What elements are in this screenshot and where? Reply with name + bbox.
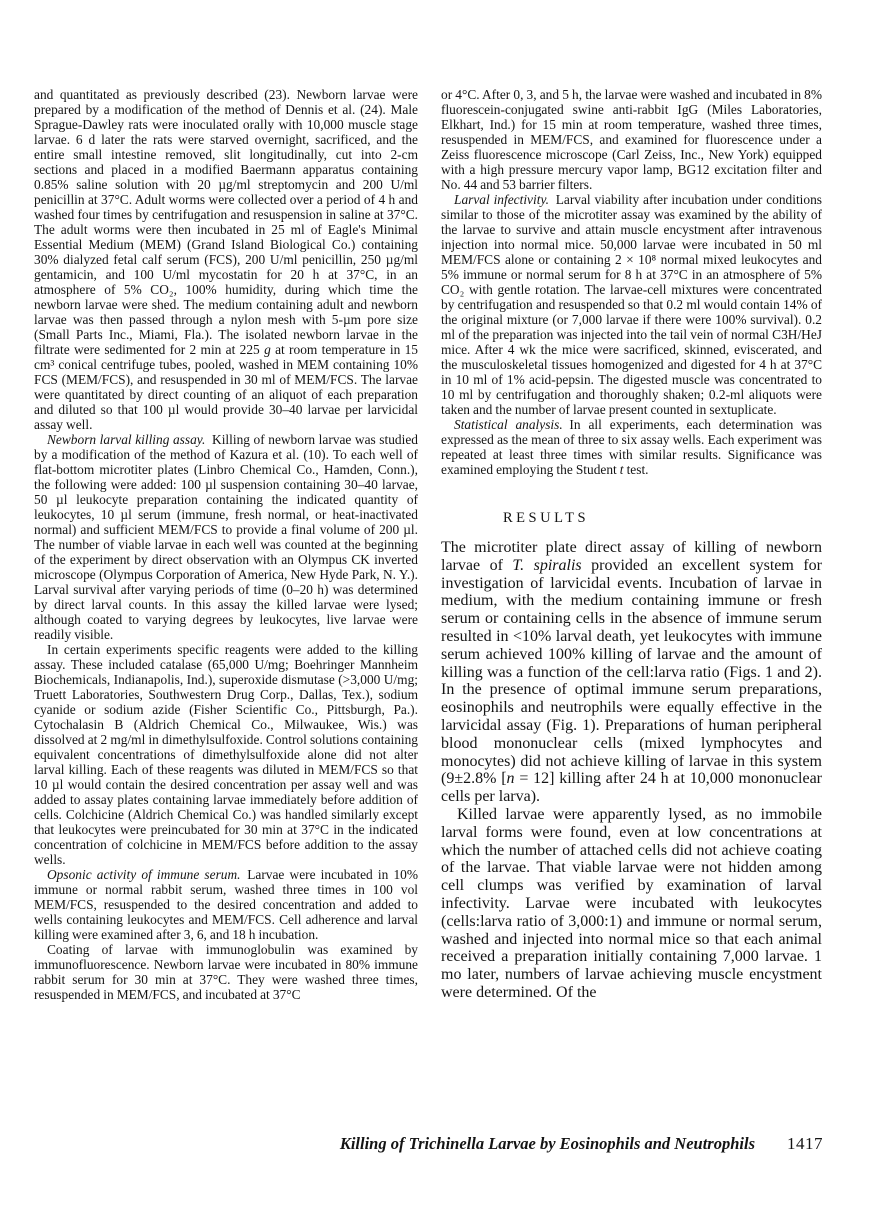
paragraph: Larval infectivity. Larval viability after incubation under conditions similar to those of the microtiter assay was examined by the ability of the larvae to survive and attain muscle encystment after intravenous injection into normal mice. 50,000 larvae were incubated in 50 ml MEM/FCS alone or containing 2 × 10⁸ normal mixed leukocytes and 5% immune or normal serum for 8 h at 37°C in an atmosphere of 5% CO₂ with gentle rotation. The larvae-cell mixtures were concentrated by centrifugation and resuspended so that 0.2 ml would contain 14% of the original mixture (or 7,000 larvae if there were 100% survival). 0.2 ml of the preparation was injected into the tail vein of normal C3H/HeJ mice. After 4 wk the mice were sacrificed, skinned, eviscerated, and the musculoskeletal tissues homogenized and digested for 4 h at 37°C in 10 ml of 1% acid-pepsin. The digested muscle was concentrated to 10 ml by centrifugation and thoroughly shaken; 0.2-ml aliquots were taken and the number of larvae present counted in sextuplicate. — [441, 192, 822, 417]
running-title: Killing of Trichinella Larvae by Eosinophils and Neutrophils — [339, 1134, 755, 1153]
results-body-text — [441, 539, 822, 1002]
paragraph: Killed larvae were apparently lysed, as no immobile larval forms were found, even at low concentrations at which the number of attached cells did not achieve coating of the larvae. That viable larvae were not hidden among cell clumps was verified by examination of larval infectivity. Larvae were incubated with leukocytes (cells:larva ratio of 3,000:1) and immune or normal serum, washed and injected into normal mice so that each animal received a preparation initially containing 7,000 larvae. 1 mo later, numbers of larvae achieving muscle encystment were determined. Of the — [441, 805, 822, 1001]
page-number: 1417 — [787, 1134, 823, 1153]
results-section-heading: RESULTS — [503, 510, 590, 526]
right-column — [441, 87, 822, 1002]
paragraph: Opsonic activity of immune serum. Larvae were incubated in 10% immune or normal rabbit serum, washed three times in 100 vol MEM/FCS, resuspended to the desired concentration and added to wells containing leukocytes and MEM/FCS. Cell adherence and larval killing were examined after 3, 6, and 18 h incubation. — [34, 867, 418, 942]
paragraph: Newborn larval killing assay. Killing of newborn larvae was studied by a modification of the method of Kazura et al. (10). To each well of flat-bottom microtiter plates (Linbro Chemical Co., Hamden, Conn.), the following were added: 100 µl suspension containing 30–40 larvae, 50 µl leukocyte preparation containing the indicated quantity of leukocytes, 10 µl serum (immune, fresh normal, or heat-inactivated normal) and sufficient MEM/FCS to provide a final volume of 200 µl. The number of viable larvae in each well was counted at the beginning of the experiment by direct observation with an Olympus CK inverted microscope (Olympus Corporation of America, New Hyde Park, N. Y.). Larval survival after varying periods of time (0–20 h) was determined by direct larval counts. In this assay the killed larvae were lysed; although coated to varying degrees by leukocytes, live larvae were readily visible. — [34, 432, 418, 642]
paragraph: Coating of larvae with immunoglobulin was examined by immunofluorescence. Newborn larvae were incubated in 80% immune rabbit serum for 30 min at 37°C. They were washed three times, resuspended in MEM/FCS, and incubated at 37°C — [34, 942, 418, 1002]
page-footer — [0, 1134, 823, 1154]
paragraph: Statistical analysis. In all experiments, each determination was expressed as the mean of three to six assay wells. Each experiment was repeated at least three times with similar results. Significance was examined employing the Student t test. — [441, 417, 822, 477]
paragraph: or 4°C. After 0, 3, and 5 h, the larvae were washed and incubated in 8% fluorescein-conjugated swine anti-rabbit IgG (Miles Laboratories, Elkhart, Ind.) for 15 min at room temperature, washed three times, resuspended in MEM/FCS, and examined for fluorescence under a Zeiss fluorescence microscope (Carl Zeiss, Inc., New York) equipped with a high pressure mercury vapor lamp, BG12 excitation filter and No. 44 and 53 barrier filters. — [441, 87, 822, 192]
paragraph: and quantitated as previously described (23). Newborn larvae were prepared by a modification of the method of Dennis et al. (24). Male Sprague-Dawley rats were inoculated orally with 10,000 muscle stage larvae. 6 d later the rats were starved overnight, sacrificed, and the entire small intestine removed, slit longitudinally, cut into 2-cm sections and placed in a modified Baermann apparatus containing 0.85% saline solution with 20 µg/ml streptomycin and 200 U/ml penicillin at 37°C. Adult worms were collected over a period of 4 h and washed four times by centrifugation and resuspension in saline at 37°C. The adult worms were then incubated in 25 ml of Eagle's Minimal Essential Medium (MEM) (Grand Island Biological Co.) containing 30% dialyzed fetal calf serum (FCS), 200 U/ml penicillin, 250 µg/ml gentamicin, and 100 U/ml mycostatin for 20 h at 37°C, in an atmosphere of 5% CO₂, 100% humidity, during which time the newborn larvae were shed. The medium containing adult and newborn larvae was then passed through a nylon mesh with 5-µm pore size (Small Parts Inc., Miami, Fla.). The isolated newborn larvae in the filtrate were sedimented for 2 min at 225 g at room temperature in 15 cm³ conical centrifuge tubes, pooled, washed in MEM containing 10% FCS (MEM/FCS), and resuspended in 30 ml of MEM/FCS. The larvae were quantitated by direct counting of an aliquot of each preparation and diluted so that 100 µl would provide 30–40 larvae per larvicidal assay well. — [34, 87, 418, 432]
methods-continued-text — [441, 87, 822, 477]
paragraph: In certain experiments specific reagents were added to the killing assay. These included catalase (65,000 U/mg; Boehringer Mannheim Biochemicals, Indianapolis, Ind.), superoxide dismutase (>3,000 U/mg; Truett Laboratories, Southwestern Drug Corp., Dallas, Tex.), sodium cyanide or sodium azide (Fisher Scientific Co., Pittsburgh, Pa.). Cytochalasin B (Aldrich Chemical Co., Milwaukee, Wis.) was dissolved at 2 mg/ml in dimethylsulfoxide. Control solutions containing equivalent concentrations of dimethylsulfoxide alone did not alter larval killing. Each of these reagents was diluted in MEM/FCS so that 10 µl would contain the desired concentration per assay well and was added to assay plates containing larvae immediately before addition of cells. Colchicine (Aldrich Chemical Co.) was handled similarly except that leukocytes were preincubated for 30 min at 37°C in the indicated concentration of colchicine in MEM/FCS before addition to the assay wells. — [34, 642, 418, 867]
paragraph: The microtiter plate direct assay of killing of newborn larvae of T. spiralis provided an excellent system for investigation of larvicidal events. Incubation of larvae in medium, with the medium containing immune or fresh serum or containing cells in the absence of immune serum resulted in <10% larval death, yet leukocytes with immune serum achieved 100% killing of larvae and the amount of killing was a function of the cell:larva ratio (Figs. 1 and 2). In the presence of optimal immune serum preparations, eosinophils and neutrophils were equally effective in the larvicidal assay (Fig. 1). Preparations of human peripheral blood mononuclear cells (mixed lymphocytes and monocytes) did not achieve killing of larvae in this system (9±2.8% [n = 12] killing after 24 h at 10,000 mononuclear cells per larva). — [441, 539, 823, 806]
left-column-methods-text — [34, 87, 418, 1002]
